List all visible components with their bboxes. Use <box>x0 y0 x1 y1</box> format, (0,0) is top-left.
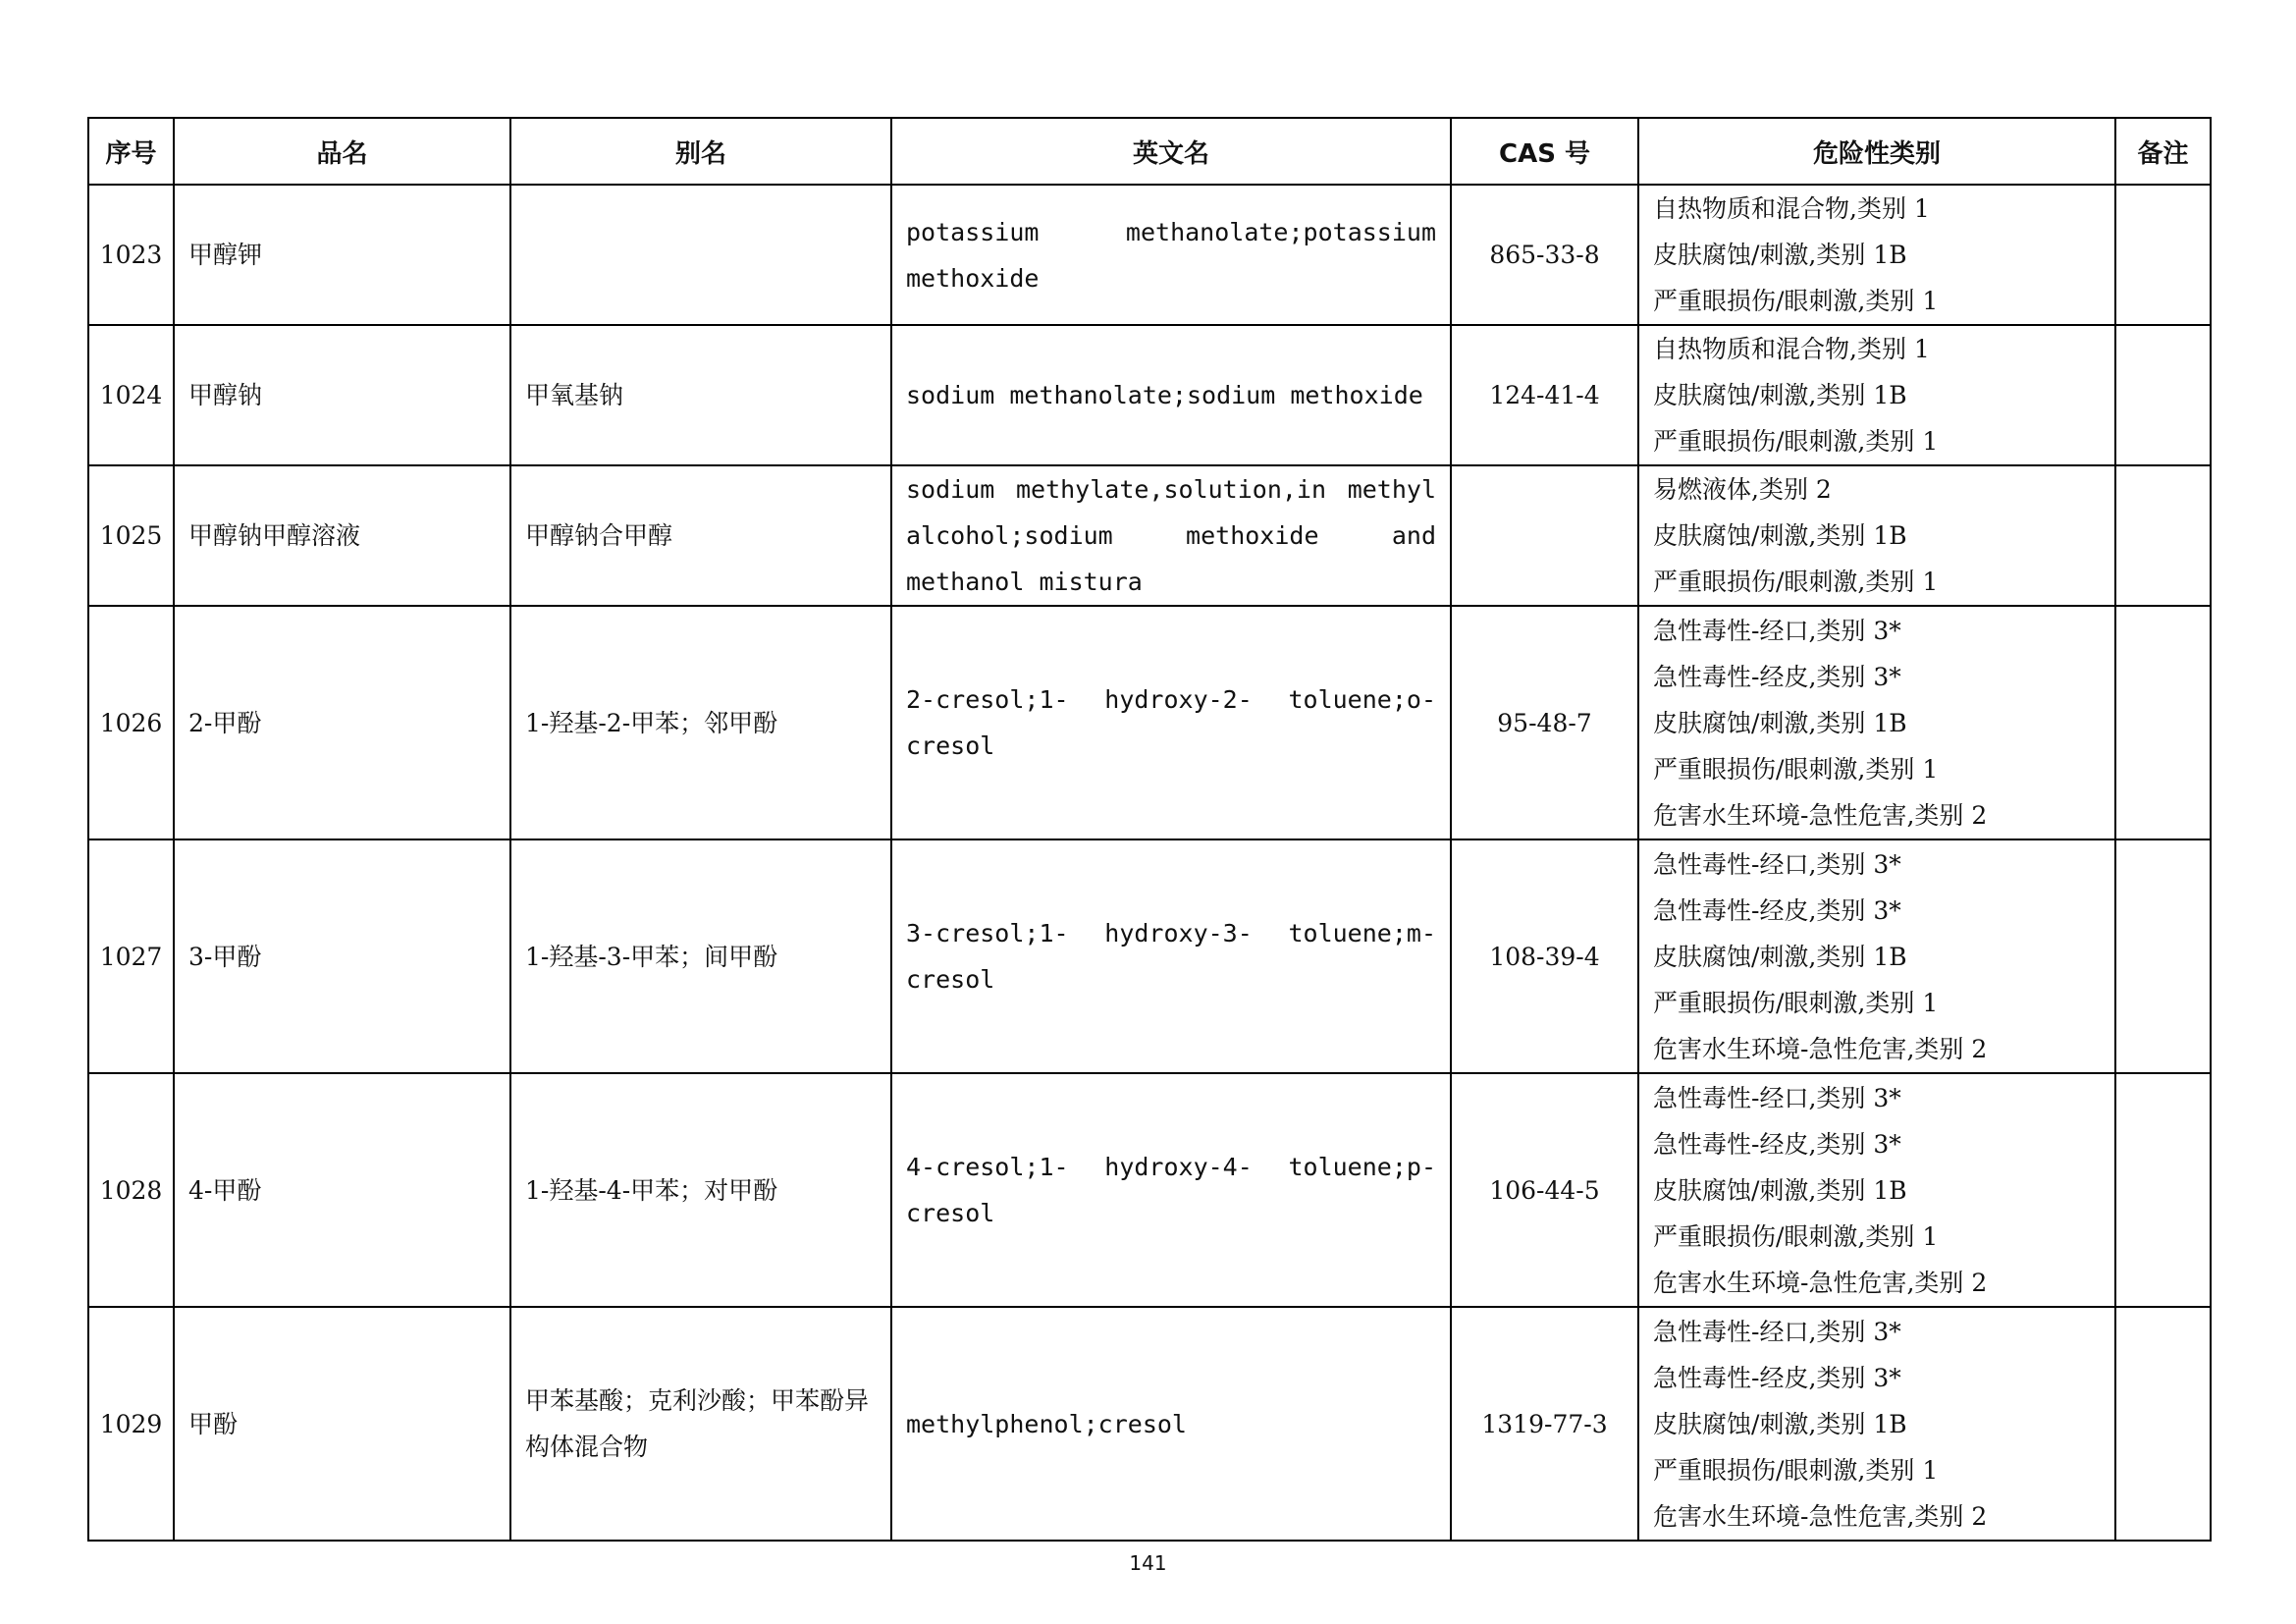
cell-name: 甲醇钾 <box>174 185 510 325</box>
cell-cas: 106-44-5 <box>1451 1073 1638 1307</box>
cell-no: 1024 <box>88 325 174 465</box>
cell-english: potassium methanolate;potassium methoxide <box>891 185 1451 325</box>
hazard-line: 皮肤腐蚀/刺激,类别 1B <box>1653 521 1907 550</box>
cell-alias: 1-羟基-3-甲苯；间甲酚 <box>510 839 891 1073</box>
hazard-line: 严重眼损伤/眼刺激,类别 1 <box>1653 568 1939 596</box>
cell-name: 4-甲酚 <box>174 1073 510 1307</box>
cell-no: 1023 <box>88 185 174 325</box>
cell-cas: 1319-77-3 <box>1451 1307 1638 1541</box>
cell-no: 1029 <box>88 1307 174 1541</box>
cell-note <box>2115 185 2211 325</box>
table-header-row <box>88 118 2211 185</box>
hazard-line: 严重眼损伤/眼刺激,类别 1 <box>1653 427 1939 456</box>
cell-cas: 124-41-4 <box>1451 325 1638 465</box>
cell-name: 3-甲酚 <box>174 839 510 1073</box>
cell-no: 1027 <box>88 839 174 1073</box>
cell-hazards <box>1638 325 2115 465</box>
cell-hazards <box>1638 185 2115 325</box>
cell-english: 2-cresol;1- hydroxy-2- toluene;o-cresol <box>891 606 1451 839</box>
cell-alias: 1-羟基-4-甲苯；对甲酚 <box>510 1073 891 1307</box>
hazard-line: 急性毒性-经皮,类别 3* <box>1653 1363 1901 1392</box>
hazard-line: 危害水生环境-急性危害,类别 2 <box>1653 1268 1988 1297</box>
hazard-line: 危害水生环境-急性危害,类别 2 <box>1653 800 1988 830</box>
hazard-line: 自热物质和混合物,类别 1 <box>1653 194 1930 223</box>
hazard-line: 皮肤腐蚀/刺激,类别 1B <box>1653 241 1907 269</box>
cell-hazards <box>1638 465 2115 606</box>
hazard-line: 严重眼损伤/眼刺激,类别 1 <box>1653 988 1939 1017</box>
hazard-line: 严重眼损伤/眼刺激,类别 1 <box>1653 1455 1939 1485</box>
cell-name: 甲醇钠 <box>174 325 510 465</box>
hazard-line: 皮肤腐蚀/刺激,类别 1B <box>1653 1409 1907 1438</box>
cell-cas: 865-33-8 <box>1451 185 1638 325</box>
cell-note <box>2115 465 2211 606</box>
hazard-line: 急性毒性-经皮,类别 3* <box>1653 895 1901 925</box>
cell-english: sodium methylate,solution,in methyl alcohol;sodium methoxide and methanol mistura <box>891 465 1451 606</box>
cell-hazards <box>1638 839 2115 1073</box>
hazard-line: 急性毒性-经皮,类别 3* <box>1653 662 1901 691</box>
hazard-line: 易燃液体,类别 2 <box>1653 475 1832 504</box>
table-row <box>88 1307 2211 1541</box>
cell-alias: 甲苯基酸；克利沙酸；甲苯酚异构体混合物 <box>510 1307 891 1541</box>
cell-hazards <box>1638 1073 2115 1307</box>
table-row <box>88 606 2211 839</box>
table-row <box>88 325 2211 465</box>
hazard-line: 急性毒性-经皮,类别 3* <box>1653 1129 1901 1159</box>
cell-alias: 甲醇钠合甲醇 <box>510 465 891 606</box>
table-row <box>88 465 2211 606</box>
cell-cas: 108-39-4 <box>1451 839 1638 1073</box>
cell-english: 4-cresol;1- hydroxy-4- toluene;p-cresol <box>891 1073 1451 1307</box>
chemical-table <box>87 117 2212 1542</box>
hazard-line: 危害水生环境-急性危害,类别 2 <box>1653 1501 1988 1531</box>
header-name: 品名 <box>174 118 510 185</box>
cell-english: methylphenol;cresol <box>891 1307 1451 1541</box>
hazard-line: 急性毒性-经口,类别 3* <box>1653 849 1901 879</box>
hazard-line: 皮肤腐蚀/刺激,类别 1B <box>1653 381 1907 409</box>
hazard-line: 严重眼损伤/眼刺激,类别 1 <box>1653 287 1939 315</box>
cell-cas: 95-48-7 <box>1451 606 1638 839</box>
header-alias: 别名 <box>510 118 891 185</box>
header-note: 备注 <box>2115 118 2211 185</box>
header-english: 英文名 <box>891 118 1451 185</box>
hazard-line: 急性毒性-经口,类别 3* <box>1653 1083 1901 1112</box>
cell-note <box>2115 1073 2211 1307</box>
cell-hazards <box>1638 1307 2115 1541</box>
cell-no: 1025 <box>88 465 174 606</box>
header-hazard: 危险性类别 <box>1638 118 2115 185</box>
hazard-line: 危害水生环境-急性危害,类别 2 <box>1653 1034 1988 1063</box>
hazard-line: 严重眼损伤/眼刺激,类别 1 <box>1653 1221 1939 1251</box>
hazard-line: 急性毒性-经口,类别 3* <box>1653 1317 1901 1346</box>
page-number: 141 <box>1129 1551 1167 1575</box>
cell-note <box>2115 606 2211 839</box>
hazard-line: 严重眼损伤/眼刺激,类别 1 <box>1653 754 1939 784</box>
hazard-line: 自热物质和混合物,类别 1 <box>1653 335 1930 363</box>
cell-name: 2-甲酚 <box>174 606 510 839</box>
cell-name: 甲酚 <box>174 1307 510 1541</box>
header-no: 序号 <box>88 118 174 185</box>
table-row <box>88 1073 2211 1307</box>
cell-no: 1026 <box>88 606 174 839</box>
hazard-line: 皮肤腐蚀/刺激,类别 1B <box>1653 708 1907 737</box>
cell-cas <box>1451 465 1638 606</box>
cell-english: sodium methanolate;sodium methoxide <box>891 325 1451 465</box>
cell-alias: 甲氧基钠 <box>510 325 891 465</box>
cell-hazards <box>1638 606 2115 839</box>
cell-alias <box>510 185 891 325</box>
cell-alias: 1-羟基-2-甲苯；邻甲酚 <box>510 606 891 839</box>
cell-note <box>2115 1307 2211 1541</box>
cell-note <box>2115 325 2211 465</box>
hazard-line: 急性毒性-经口,类别 3* <box>1653 616 1901 645</box>
cell-note <box>2115 839 2211 1073</box>
cell-no: 1028 <box>88 1073 174 1307</box>
hazard-line: 皮肤腐蚀/刺激,类别 1B <box>1653 942 1907 971</box>
cell-name: 甲醇钠甲醇溶液 <box>174 465 510 606</box>
table-row <box>88 839 2211 1073</box>
cell-english: 3-cresol;1- hydroxy-3- toluene;m-cresol <box>891 839 1451 1073</box>
header-cas: CAS 号 <box>1451 118 1638 185</box>
table-row <box>88 185 2211 325</box>
hazard-line: 皮肤腐蚀/刺激,类别 1B <box>1653 1175 1907 1205</box>
